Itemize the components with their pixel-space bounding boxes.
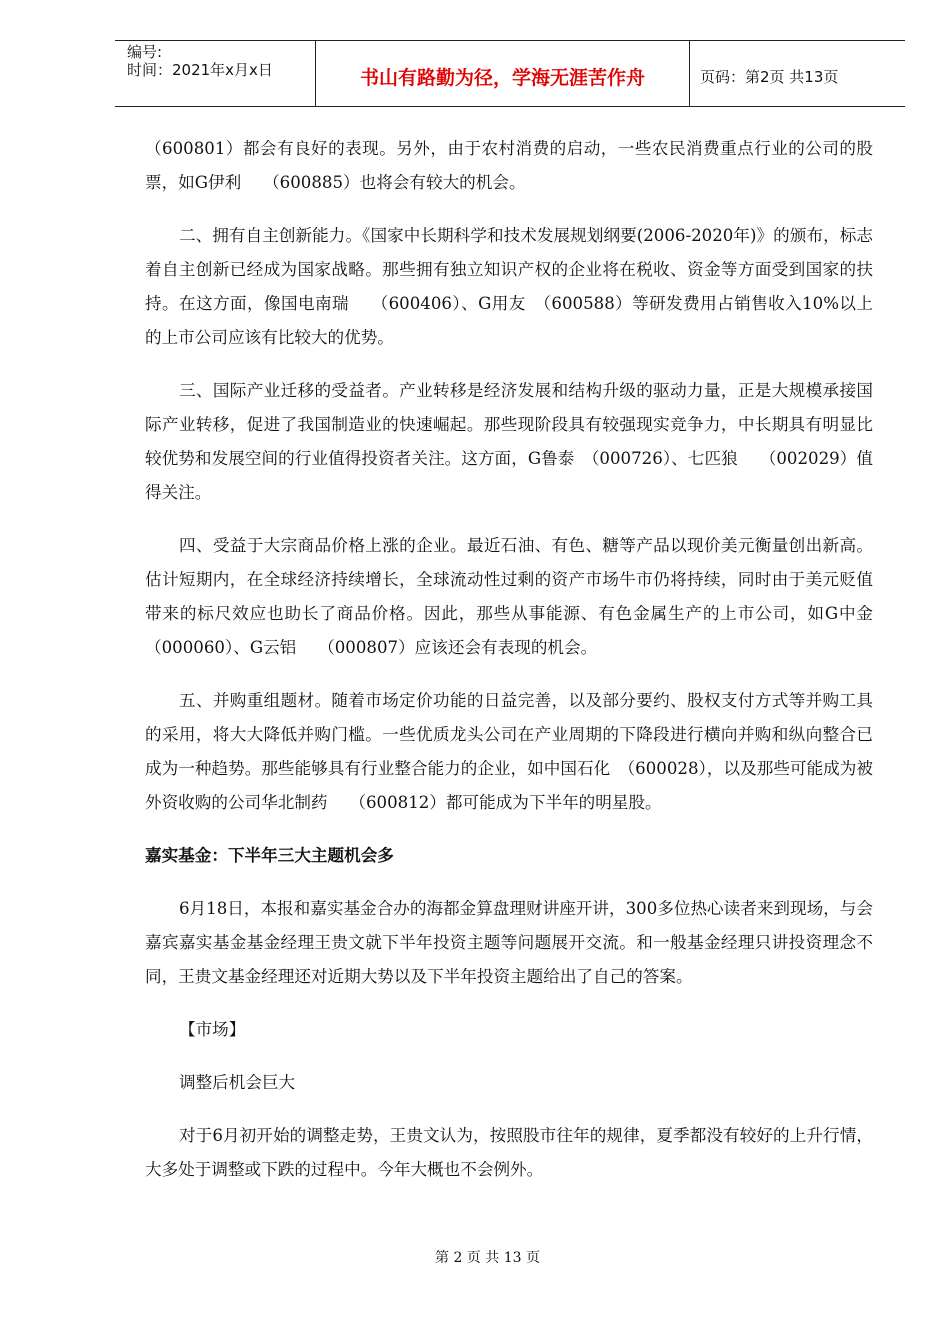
page-footer: 第 2 页 共 13 页: [435, 1250, 540, 1266]
section-heading: 嘉实基金：下半年三大主题机会多: [145, 846, 394, 865]
body-paragraph: 三、国际产业迁移的受益者。产业转移是经济发展和结构升级的驱动力量，正是大规模承接国际产业转移，促进了我国制造业的快速崛起。那些现阶段具有较强现实竞争力，中长期具有明显比较优势和发展空间的行业值得投资者关注。这方面，G鲁泰 （000726）、七匹狼 （002029）值得关注。: [145, 381, 873, 502]
body-paragraph: 调整后机会巨大: [179, 1073, 296, 1092]
header-page-label: 页码：第2页 共13页: [700, 68, 839, 86]
header-motto: 书山有路勤为径，学海无涯苦作舟: [316, 41, 690, 106]
body-paragraph: 二、拥有自主创新能力。《国家中长期科学和技术发展规划纲要(2006-2020年)》的颁布，标志着自主创新已经成为国家战略。那些拥有独立知识产权的企业将在税收、资金等方面受到国家的扶持。在这方面，像国电南瑞 （600406）、G用友 （600588）等研发费用占销售收入10%以上的上市公司应该有比较大的优势。: [145, 226, 873, 347]
body-paragraph: 6月18日，本报和嘉实基金合办的海都金算盘理财讲座开讲，300多位热心读者来到现场，与会嘉宾嘉实基金基金经理王贵文就下半年投资主题等问题展开交流。和一般基金经理只讲投资理念不同，王贵文基金经理还对近期大势以及下半年投资主题给出了自己的答案。: [145, 899, 873, 986]
body-paragraph: （600801）都会有良好的表现。另外，由于农村消费的启动，一些农民消费重点行业的公司的股票，如G伊利 （600885）也将会有较大的机会。: [145, 139, 873, 192]
document-time-label: 时间：2021年x月x日: [127, 61, 273, 79]
header-meta-cell: [115, 41, 316, 106]
document-body: [145, 132, 895, 1206]
body-paragraph: 四、受益于大宗商品价格上涨的企业。最近石油、有色、糖等产品以现价美元衡量创出新高。估计短期内，在全球经济持续增长，全球流动性过剩的资产市场牛市仍将持续，同时由于美元贬值带来的标尺效应也助长了商品价格。因此，那些从事能源、有色金属生产的上市公司，如G中金 （000060）、G云铝 （000807）应该还会有表现的机会。: [145, 536, 895, 657]
body-paragraph: 对于6月初开始的调整走势，王贵文认为，按照股市往年的规律，夏季都没有较好的上升行情，大多处于调整或下跌的过程中。今年大概也不会例外。: [145, 1126, 873, 1179]
body-paragraph: 【市场】: [179, 1020, 246, 1039]
document-number-label: 编号:: [127, 43, 163, 61]
body-paragraph: 五、并购重组题材。随着市场定价功能的日益完善，以及部分要约、股权支付方式等并购工具的采用，将大大降低并购门槛。一些优质龙头公司在产业周期的下降段进行横向并购和纵向整合已成为一种趋势。那些能够具有行业整合能力的企业，如中国石化 （600028），以及那些可能成为被外资收购的公司华北制药 （600812）都可能成为下半年的明星股。: [145, 691, 873, 812]
document-header: [115, 40, 905, 107]
